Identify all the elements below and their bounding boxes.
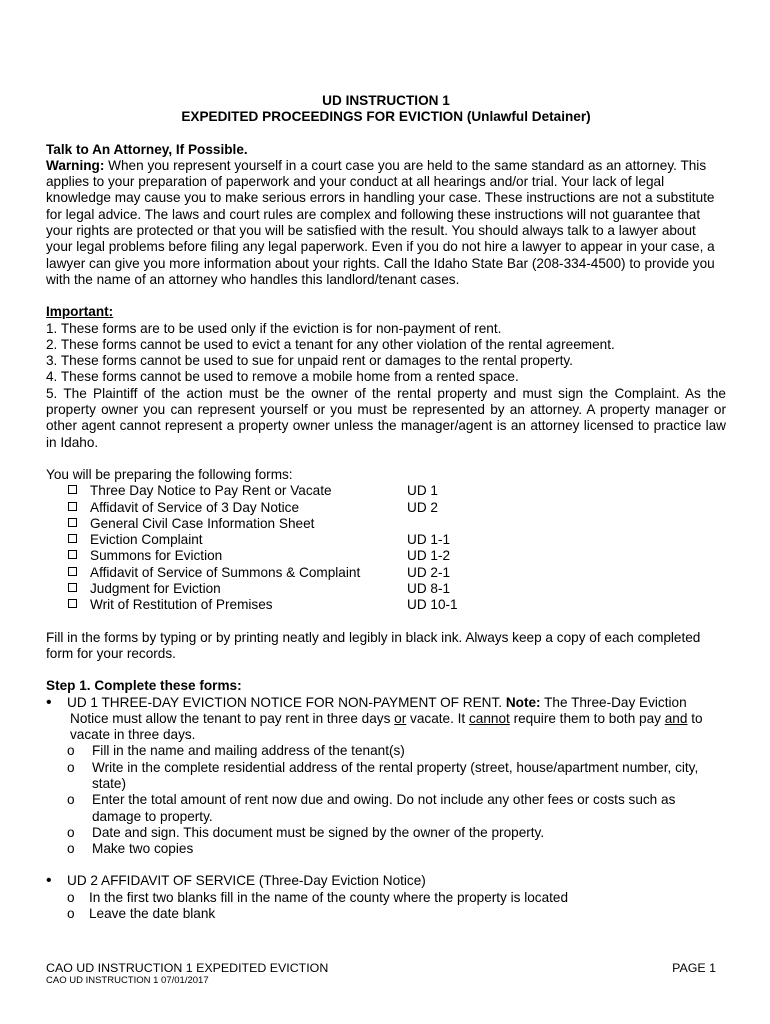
form-code: UD 1-1: [407, 532, 451, 548]
checkbox-icon: [68, 550, 77, 559]
checkbox-icon: [68, 518, 77, 527]
form-list-item: [46, 500, 726, 516]
forms-list: [46, 483, 726, 613]
checkbox-icon: [68, 599, 77, 608]
sub-bullet-icon: o: [67, 743, 75, 759]
form-list-item: [46, 565, 726, 581]
ud2-sub-item: o Leave the date blank: [67, 906, 216, 922]
warning-text: When you represent yourself in a court case you are held to the same standard as an attorney. This applies to your preparation of paperwork and your conduct at all hearings and/or trial. Your lack of legal knowledge may cause you to make serious errors in handling your case. These instructions are not a substitute for legal advice. The laws and court rules are complex and following these instructions will not guarantee that your rights are protected or that you will be satisfied with the result. You should always talk to a lawyer about your legal problems before filing any legal paperwork. Even if you do not hire a lawyer to appear in your case, a lawyer can give you more information about your rights. Call the Idaho State Bar (208-334-4500) to provide you with the name of an attorney who handles this landlord/tenant cases.: [46, 157, 715, 287]
sub-bullet-icon: o: [67, 824, 75, 840]
checkbox-icon: [68, 485, 77, 494]
important-item: 5. The Plaintiff of the action must be the owner of the rental property and must sign the Complaint. As the property owner you can represent yourself or you must be represented by an attorney. A property manager or other agent cannot represent a property owner unless the manager/agent is an attorney licensed to practice law in Idaho.: [46, 385, 726, 450]
form-code: UD 2-1: [407, 564, 451, 580]
title-line-1: UD INSTRUCTION 1: [322, 93, 450, 108]
sub-bullet-icon: o: [67, 906, 75, 922]
checkbox-icon: [68, 567, 77, 576]
checkbox-icon: [68, 534, 77, 543]
form-name: Affidavit of Service of 3 Day Notice: [90, 499, 300, 515]
ud1-sub-item: o Fill in the name and mailing address of the tenant(s): [67, 743, 405, 759]
ud1-cannot: cannot: [468, 710, 510, 726]
important-item: 4. These forms cannot be used to remove a mobile home from a rented space.: [46, 369, 519, 385]
page-number: PAGE 1: [672, 961, 716, 975]
form-name: Three Day Notice to Pay Rent or Vacate: [90, 483, 332, 499]
ud1-sub-item: o Date and sign. This document must be signed by the owner of the property.: [67, 824, 545, 840]
sub-bullet-icon: o: [67, 841, 75, 857]
footer-title: CAO UD INSTRUCTION 1 EXPEDITED EVICTION: [46, 961, 329, 975]
ud1-sub-item: o Make two copies: [67, 841, 194, 857]
ud1-lead: UD 1 THREE-DAY EVICTION NOTICE FOR NON-PAYMENT OF RENT.: [67, 694, 506, 710]
important-item: 3. These forms cannot be used to sue for unpaid rent or damages to the rental property.: [46, 353, 573, 369]
ud2-sub-item: o In the first two blanks fill in the name of the county where the property is located: [67, 889, 569, 905]
form-name: Eviction Complaint: [90, 532, 203, 548]
form-name: Affidavit of Service of Summons & Complaint: [90, 564, 361, 580]
checkbox-icon: [68, 583, 77, 592]
form-list-item: [46, 532, 726, 548]
form-list-item: [46, 516, 726, 532]
attorney-heading: Talk to An Attorney, If Possible.: [46, 141, 248, 157]
form-name: Writ of Restitution of Premises: [90, 597, 273, 613]
sub-bullet-icon: o: [67, 759, 75, 775]
ud1-text: The Three-Day Eviction: [540, 694, 687, 710]
form-list-item: [46, 597, 726, 613]
document-body: [46, 93, 726, 922]
ud1-sub-item: o Write in the complete residential address of the rental property (street, house/apartment number, city, state): [67, 759, 699, 791]
bullet-icon: •: [46, 693, 52, 711]
form-code: UD 8-1: [407, 581, 451, 597]
title-line-2: EXPEDITED PROCEEDINGS FOR EVICTION (Unlawful Detainer): [181, 109, 591, 125]
ud2-item: [46, 873, 726, 889]
important-item: 1. These forms are to be used only if the eviction is for non-payment of rent.: [46, 320, 502, 336]
form-list-item: [46, 548, 726, 564]
form-code: UD 1: [407, 483, 438, 499]
sub-bullet-icon: o: [67, 889, 75, 905]
ud1-continuation: Notice must allow the tenant to pay rent in three days or vacate. It cannot require them to both pay and to vacate in three days.: [70, 710, 703, 743]
ud1-sub-item: o Enter the total amount of rent now due and owing. Do not include any other fees or costs such as damage to property.: [67, 792, 676, 824]
forms-intro: You will be preparing the following forms:: [46, 466, 293, 482]
ud1-or: or: [394, 710, 407, 726]
form-name: Summons for Eviction: [90, 548, 223, 564]
page-footer: [46, 961, 716, 987]
important-heading: Important:: [46, 304, 114, 320]
ud1-and: and: [664, 710, 688, 726]
ud2-lead: UD 2 AFFIDAVIT OF SERVICE (Three-Day Eviction Notice): [67, 873, 426, 889]
form-code: UD 2: [407, 499, 438, 515]
warning-label: Warning:: [46, 157, 105, 173]
ud1-item: [46, 695, 726, 711]
ud1-note-label: Note:: [505, 694, 541, 710]
form-code: UD 1-2: [407, 548, 451, 564]
warning-paragraph: [46, 158, 726, 288]
checkbox-icon: [68, 502, 77, 511]
important-item: 2. These forms cannot be used to evict a tenant for any other violation of the rental agreement.: [46, 336, 615, 352]
form-code: UD 10-1: [407, 597, 458, 613]
form-name: Judgment for Eviction: [90, 581, 221, 597]
sub-bullet-icon: o: [67, 792, 75, 808]
form-name: General Civil Case Information Sheet: [90, 515, 315, 531]
fill-in-paragraph: Fill in the forms by typing or by printing neatly and legibly in black ink. Always keep a copy of each completed form for your records.: [46, 629, 701, 661]
form-list-item: [46, 581, 726, 597]
form-list-item: [46, 483, 726, 499]
footer-revision: CAO UD INSTRUCTION 1 07/01/2017: [46, 975, 209, 986]
bullet-icon: •: [46, 872, 52, 890]
step1-heading: Step 1. Complete these forms:: [46, 678, 242, 694]
